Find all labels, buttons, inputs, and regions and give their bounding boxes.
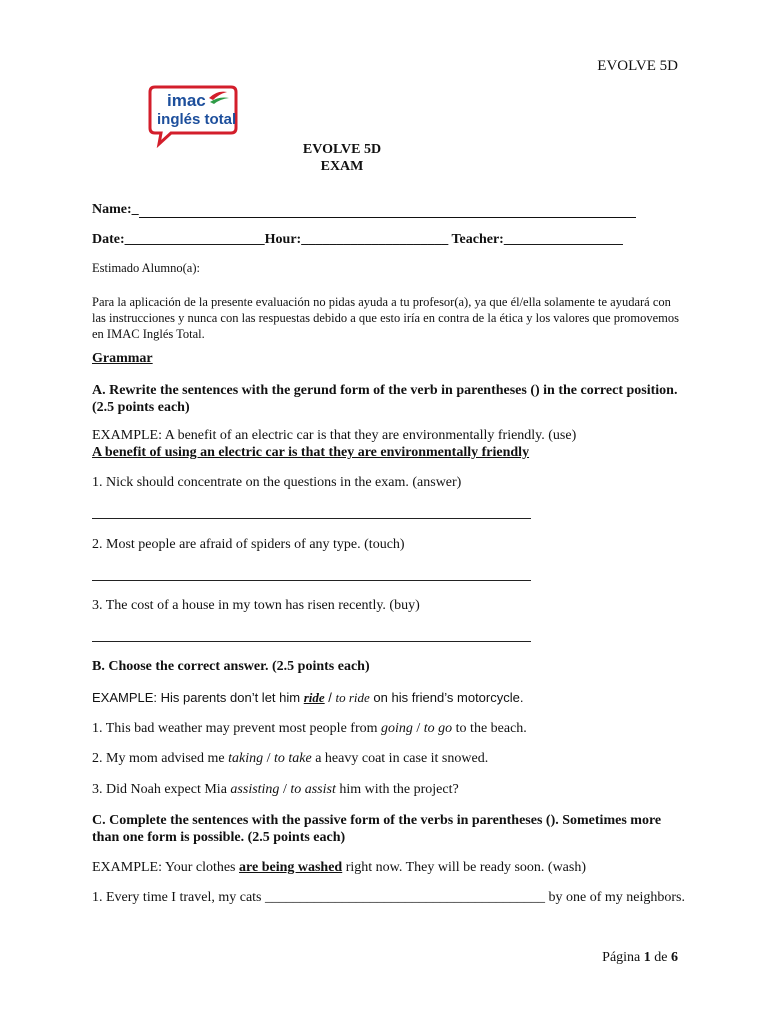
part-a-example: EXAMPLE: A benefit of an electric car is that they are environmentally friendly. (use)	[92, 428, 577, 443]
part-c-heading-line-1: C. Complete the sentences with the passive form of the verbs in parentheses (). Sometimes more	[92, 813, 662, 828]
part-b-item-3-text: 3. Did Noah expect Mia	[92, 782, 231, 797]
part-b-example	[92, 690, 523, 706]
part-c-item-1-text: 1. Every time I travel, my cats	[92, 890, 265, 905]
part-b-example-separator: /	[324, 690, 336, 705]
name-label: Name:_	[92, 202, 139, 217]
part-b-item-2	[92, 751, 488, 767]
part-a-answer-line-3[interactable]	[92, 641, 531, 642]
part-b-item-1-tail: to the beach.	[452, 721, 527, 736]
part-b-example-tail: on his friend’s motorcycle.	[369, 690, 524, 705]
header-code: EVOLVE 5D	[597, 58, 678, 74]
page-of: de	[650, 950, 671, 965]
part-a-item-1: 1. Nick should concentrate on the questions in the exam. (answer)	[92, 475, 462, 490]
part-b-example-option-2: to ride	[335, 690, 370, 705]
part-b-item-1-separator: /	[412, 721, 424, 736]
part-c-item-1-tail: by one of my neighbors.	[545, 890, 685, 905]
part-b-item-2-option-2[interactable]: to take	[274, 751, 312, 766]
page-label: Página	[602, 950, 644, 965]
part-a-example-answer: A benefit of using an electric car is that they are environmentally friendly	[92, 445, 530, 460]
section-heading: Grammar	[92, 351, 153, 366]
exam-title-line1: EVOLVE 5D	[302, 142, 382, 157]
svg-text:imac: imac	[167, 91, 206, 110]
part-b-item-3-option-1[interactable]: assisting	[230, 782, 280, 797]
part-c-example-text: EXAMPLE: Your clothes	[92, 860, 240, 875]
part-b-item-1	[92, 721, 527, 737]
hour-label: Hour:_	[264, 232, 309, 247]
part-a-item-2: 2. Most people are afraid of spiders of any type. (touch)	[92, 537, 405, 552]
part-b-item-3-separator: /	[279, 782, 291, 797]
part-b-item-3-tail: him with the project?	[335, 782, 459, 797]
part-a-item-3: 3. The cost of a house in my town has risen recently. (buy)	[92, 598, 420, 613]
part-c-example-answer: are being washed	[239, 860, 343, 875]
instructions: Para la aplicación de la presente evaluación no pidas ayuda a tu profesor(a), ya que él/ella solamente te ayudará con las instrucciones y nunca con las respuestas debido a que esto iría en contra de la ética y los valores que promovemos en IMAC Inglés Total.	[92, 295, 679, 341]
exam-title-line2: EXAM	[320, 159, 364, 174]
imac-logo	[147, 84, 239, 148]
date-label: Date:	[92, 232, 125, 247]
part-a-answer-line-2[interactable]	[92, 580, 531, 581]
date-field[interactable]: ____________________	[124, 232, 265, 247]
greeting: Estimado Alumno(a):	[92, 261, 200, 275]
part-b-item-3	[92, 782, 459, 798]
part-b-item-1-text: 1. This bad weather may prevent most people from	[92, 721, 381, 736]
teacher-label: Teacher:_	[451, 232, 511, 247]
part-a-answer-line-1[interactable]	[92, 518, 531, 519]
part-b-item-3-option-2[interactable]: to assist	[290, 782, 336, 797]
part-c-example-tail: right now. They will be ready soon. (wash)	[342, 860, 587, 875]
part-c-item-1-blank[interactable]: ________________________________________	[265, 890, 545, 905]
part-c-example	[92, 860, 586, 876]
current-page: 1	[643, 950, 651, 965]
hour-field-tail: _	[441, 232, 449, 247]
page-number	[602, 950, 678, 966]
total-pages: 6	[671, 950, 678, 965]
part-b-item-2-tail: a heavy coat in case it snowed.	[311, 751, 489, 766]
part-b-item-2-separator: /	[263, 751, 274, 766]
part-c-item-1	[92, 890, 685, 906]
part-a-heading: A. Rewrite the sentences with the gerund form of the verb in parentheses () in the correct position. (2.5 points each)	[92, 383, 678, 415]
teacher-field-tail: _	[615, 232, 623, 247]
part-b-example-text: EXAMPLE: His parents don’t let him	[92, 690, 304, 705]
svg-text:inglés total: inglés total	[157, 111, 237, 128]
part-b-example-option-1: ride	[303, 690, 325, 705]
part-b-item-1-option-2[interactable]: to go	[423, 721, 453, 736]
part-b-item-2-text: 2. My mom advised me	[92, 751, 229, 766]
part-b-item-2-option-1[interactable]: taking	[228, 751, 264, 766]
part-b-heading: B. Choose the correct answer. (2.5 points each)	[92, 659, 370, 674]
part-c-heading-line-2: than one form is possible. (2.5 points each)	[92, 830, 346, 845]
hour-field[interactable]: ___________________	[308, 232, 442, 247]
name-field[interactable]	[139, 203, 636, 218]
teacher-field[interactable]: _______________	[510, 232, 616, 247]
part-b-item-1-option-1[interactable]: going	[381, 721, 413, 736]
